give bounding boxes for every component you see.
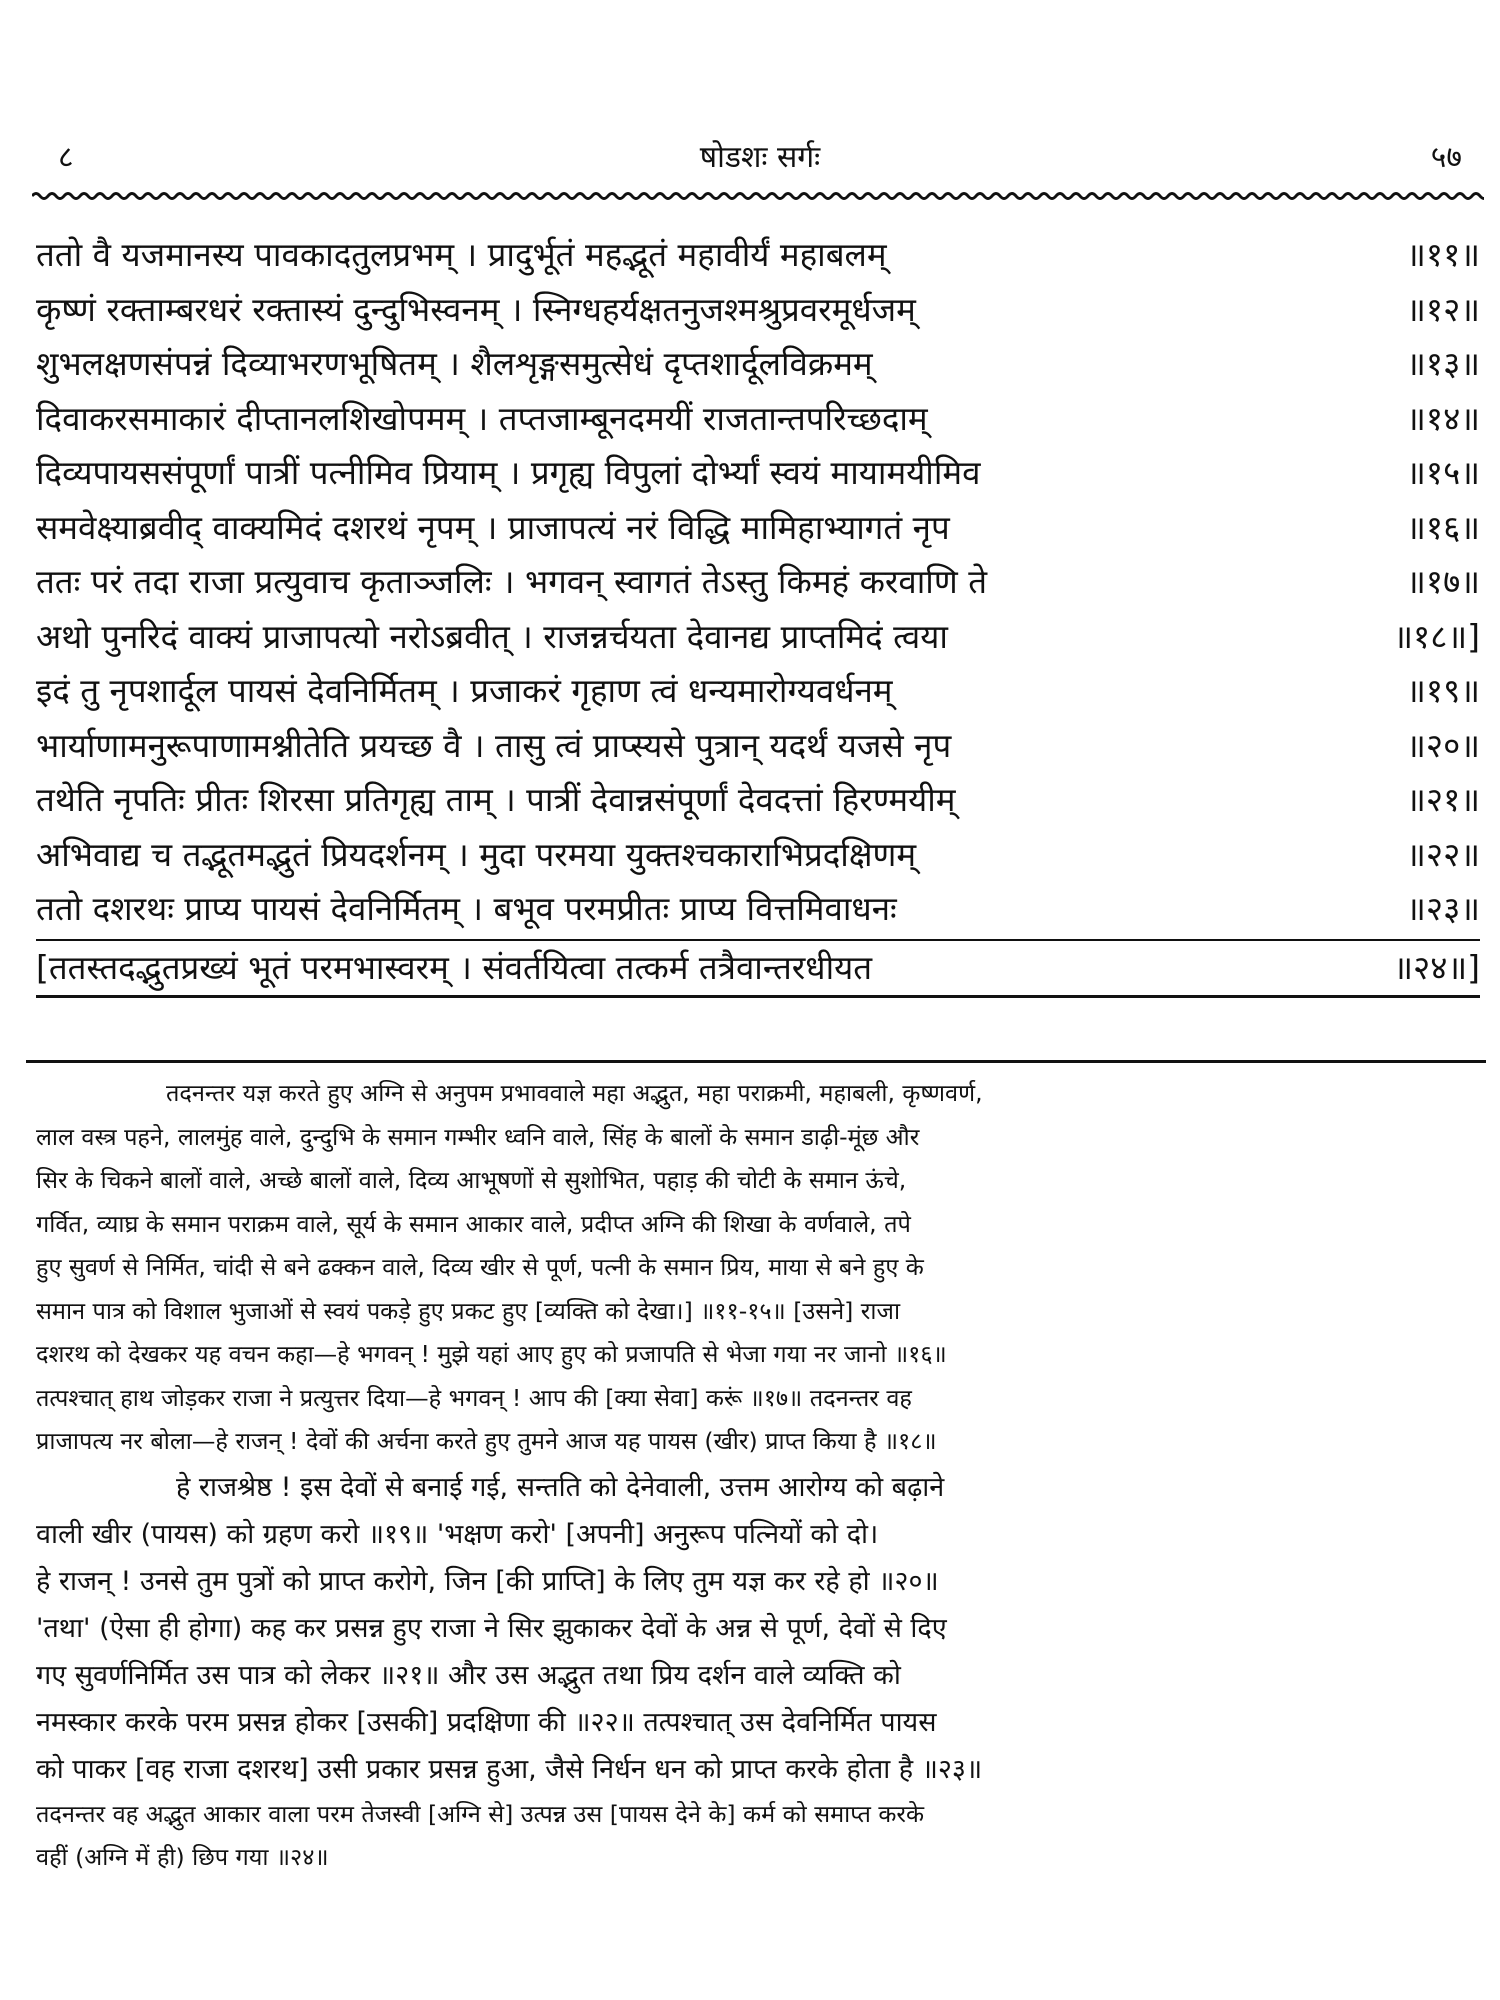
hindi-commentary xyxy=(36,1072,1480,1880)
commentary-line: हे राजश्रेष्ठ ! इस देवों से बनाई गई, सन्तति को देनेवाली, उत्तम आरोग्य को बढ़ाने xyxy=(176,1471,945,1503)
verse-line xyxy=(36,337,1480,392)
verse-text: ततः परं तदा राजा प्रत्युवाच कृताञ्जलिः । भगवन् स्वागतं तेऽस्तु किमहं करवाणि ते xyxy=(36,562,988,601)
verse-number: ॥११॥ xyxy=(1406,235,1480,274)
verse-line xyxy=(36,446,1480,501)
commentary-line: नमस्कार करके परम प्रसन्न होकर [उसकी] प्रदक्षिणा की ॥२२॥ तत्पश्चात् उस देवनिर्मित पायस xyxy=(36,1706,937,1738)
verse-number: ॥२१॥ xyxy=(1406,780,1480,819)
commentary-line: तदनन्तर यज्ञ करते हुए अग्नि से अनुपम प्रभाववाले महा अद्भुत, महा पराक्रमी, महाबली, कृष्णवर्ण, xyxy=(166,1079,983,1107)
verse-number: ॥१७॥ xyxy=(1406,562,1480,601)
verse-text: दिव्यपायससंपूर्णां पात्रीं पत्नीमिव प्रियाम् । प्रगृह्य विपुलां दोर्भ्यां स्वयं मायामयीमिव xyxy=(36,453,981,492)
verse-number: ॥२२॥ xyxy=(1406,834,1480,874)
commentary-line: सिर के चिकने बालों वाले, अच्छे बालों वाले, दिव्य आभूषणों से सुशोभित, पहाड़ की चोटी के समान ऊंचे, xyxy=(36,1166,907,1194)
verse-text: [ततस्तदद्भुतप्रख्यं भूतं परमभास्वरम् । संवर्तयित्वा तत्कर्म तत्रैवान्तरधीयत xyxy=(36,947,873,987)
page-number-right: ५७ xyxy=(1430,140,1462,175)
commentary-line: वाली खीर (पायस) को ग्रहण करो ॥१९॥ 'भक्षण करो' [अपनी] अनुरूप पत्नियों को दो। xyxy=(36,1518,879,1550)
verse-text: दिवाकरसमाकारं दीप्तानलशिखोपमम् । तप्तजाम्बूनदमयीं राजतान्तपरिच्छदाम् xyxy=(36,398,928,438)
verse-text: कृष्णं रक्ताम्बरधरं रक्तास्यं दुन्दुभिस्वनम् । स्निग्धहर्यक्षतनुजश्मश्रुप्रवरमूर्धजम् xyxy=(36,289,916,329)
verse-text: समवेक्ष्याब्रवीद् वाक्यमिदं दशरथं नृपम् । प्राजापत्यं नरं विद्धि मामिहाभ्यागतं नृप xyxy=(36,507,950,547)
commentary-line: गर्वित, व्याघ्र के समान पराक्रम वाले, सूर्य के समान आकार वाले, प्रदीप्त अग्नि की शिखा के वर्णवाले, तपे xyxy=(36,1209,911,1238)
verse-line xyxy=(36,228,1480,283)
commentary-line: वहीं (अग्नि में ही) छिप गया ॥२४॥ xyxy=(36,1843,329,1871)
sanskrit-verses xyxy=(36,228,1480,998)
commentary-line: गए सुवर्णनिर्मित उस पात्र को लेकर ॥२१॥ और उस अद्भुत तथा प्रिय दर्शन वाले व्यक्ति को xyxy=(36,1659,901,1691)
commentary-line: लाल वस्त्र पहने, लालमुंह वाले, दुन्दुभि के समान गम्भीर ध्वनि वाले, सिंह के बालों के समान डाढ़ी-मूंछ और xyxy=(36,1122,920,1151)
verse-text: तथेति नृपतिः प्रीतः शिरसा प्रतिगृह्य ताम् । पात्रीं देवान्नसंपूर्णां देवदत्तां हिरण्मयीम् xyxy=(36,780,956,819)
page-header xyxy=(40,138,1480,178)
commentary-line: 'तथा' (ऐसा ही होगा) कह कर प्रसन्न हुए राजा ने सिर झुकाकर देवों के अन्न से पूर्ण, देवों से दिए xyxy=(36,1612,947,1644)
verse-text: शुभलक्षणसंपन्नं दिव्याभरणभूषितम् । शैलशृङ्गसमुत्सेधं दृप्तशार्दूलविक्रमम् xyxy=(36,344,873,383)
commentary-line: हुए सुवर्ण से निर्मित, चांदी से बने ढक्कन वाले, दिव्य खीर से पूर्ण, पत्नी के समान प्रिय, माया से बने हुए के xyxy=(36,1253,924,1281)
verse-text: अथो पुनरिदं वाक्यं प्राजापत्यो नरोऽब्रवीत् । राजन्नर्चयता देवानद्य प्राप्तमिदं त्वया xyxy=(36,616,948,656)
verse-line xyxy=(36,828,1480,883)
commentary-line: को पाकर [वह राजा दशरथ] उसी प्रकार प्रसन्न हुआ, जैसे निर्धन धन को प्राप्त करके होता है ॥२३॥ xyxy=(36,1753,983,1785)
commentary-line: समान पात्र को विशाल भुजाओं से स्वयं पकड़े हुए प्रकट हुए [व्यक्ति को देखा।] ॥११-१५॥ [उसने] राजा xyxy=(36,1296,901,1325)
decorative-wavy-rule xyxy=(32,190,1484,202)
verse-line xyxy=(36,555,1480,610)
verse-text: अभिवाद्य च तद्भूतमद्भुतं प्रियदर्शनम् । मुदा परमया युक्तश्चकाराभिप्रदक्षिणम् xyxy=(36,834,917,874)
verse-number: ॥१९॥ xyxy=(1406,671,1480,710)
verse-line xyxy=(36,882,1480,937)
verse-number: ॥२३॥ xyxy=(1406,889,1480,928)
verse-line xyxy=(36,283,1480,338)
verse-number: ॥१५॥ xyxy=(1406,453,1480,492)
chapter-title: षोडशः सर्गः xyxy=(699,140,821,175)
verse-line-bracketed xyxy=(36,939,1480,999)
verse-line xyxy=(36,610,1480,665)
commentary-line: प्राजापत्य नर बोला—हे राजन् ! देवों की अर्चना करते हुए तुमने आज यह पायस (खीर) प्राप्त किया है ॥१८॥ xyxy=(36,1427,937,1455)
verse-number: ॥२०॥ xyxy=(1406,725,1480,765)
verse-number: ॥१३॥ xyxy=(1406,344,1480,383)
verse-text: भार्याणामनुरूपाणामश्नीतेति प्रयच्छ वै । तासु त्वं प्राप्स्यसे पुत्रान् यदर्थं यजसे नृप xyxy=(36,725,952,765)
section-divider xyxy=(26,1060,1486,1063)
verse-number: ॥२४॥] xyxy=(1393,947,1480,987)
page-number-left: ८ xyxy=(58,140,74,175)
commentary-line: तदनन्तर वह अद्भुत आकार वाला परम तेजस्वी [अग्नि से] उत्पन्न उस [पायस देने के] कर्म को समाप्त करके xyxy=(36,1799,925,1828)
commentary-line: तत्पश्चात् हाथ जोड़कर राजा ने प्रत्युत्तर दिया—हे भगवन् ! आप की [क्या सेवा] करूं ॥१७॥ तदनन्तर वह xyxy=(36,1383,912,1412)
verse-number: ॥१२॥ xyxy=(1406,289,1480,329)
commentary-line: दशरथ को देखकर यह वचन कहा—हे भगवन् ! मुझे यहां आए हुए को प्रजापति से भेजा गया नर जानो ॥१६॥ xyxy=(36,1340,947,1368)
verse-line xyxy=(36,501,1480,556)
verse-number: ॥१८॥] xyxy=(1393,616,1480,656)
verse-number: ॥१६॥ xyxy=(1406,507,1480,547)
verse-text: इदं तु नृपशार्दूल पायसं देवनिर्मितम् । प्रजाकरं गृहाण त्वं धन्यमारोग्यवर्धनम् xyxy=(36,671,893,710)
verse-text: ततो वै यजमानस्य पावकादतुलप्रभम् । प्रादुर्भूतं महद्भूतं महावीर्यं महाबलम् xyxy=(36,235,887,274)
verse-line xyxy=(36,773,1480,828)
verse-text: ततो दशरथः प्राप्य पायसं देवनिर्मितम् । बभूव परमप्रीतः प्राप्य वित्तमिवाधनः xyxy=(36,889,897,928)
verse-number: ॥१४॥ xyxy=(1406,398,1480,438)
commentary-line: हे राजन् ! उनसे तुम पुत्रों को प्राप्त करोगे, जिन [की प्राप्ति] के लिए तुम यज्ञ कर रहे हो ॥२०॥ xyxy=(36,1565,939,1597)
verse-line xyxy=(36,719,1480,774)
verse-line xyxy=(36,664,1480,719)
verse-line xyxy=(36,392,1480,447)
